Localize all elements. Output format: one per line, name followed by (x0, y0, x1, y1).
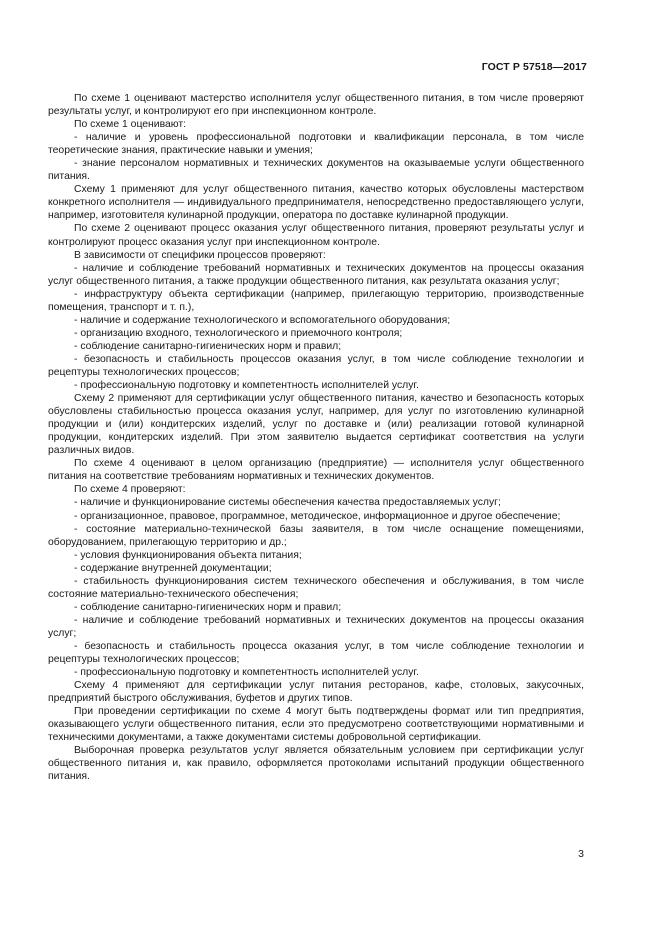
list-item: - безопасность и стабильность процессов оказания услуг, в том числе соблюдение технологии и рецептуры технологических процессов; (48, 353, 584, 378)
paragraph: В зависимости от специфики процессов проверяют: (74, 249, 326, 261)
paragraph: По схеме 4 оценивают в целом организацию (предприятие) — исполнителя услуг общественного питания на соответствие требованиям нормативных и технических документов. (48, 458, 584, 483)
list-item: - инфраструктуру объекта сертификации (например, прилегающую территорию, производственные помещения, транспорт и т. п.), (48, 288, 584, 313)
list-item: - содержание внутренней документации; (74, 562, 272, 574)
paragraph: По схеме 2 оценивают процесс оказания услуг общественного питания, проверяют результаты услуг и контролируют процесс оказания услуг при инспекционном контроле. (48, 223, 584, 248)
paragraph: Схему 2 применяют для сертификации услуг общественного питания, качество и безопасность которых обусловлены стабильностью процесса оказания услуг, например, для услуг по изготовлению кулинарной продукции и (или) кондитерских изделий, услуг по доставке и (или) реализации готовой кулинарной продукции, кондитерских изделий. При этом заявителю выдается сертификат соответствия на услуги различных видов. (48, 393, 584, 457)
list-item: - безопасность и стабильность процесса оказания услуг, в том числе соблюдение технологии и рецептуры технологических процессов; (48, 640, 584, 666)
list-item: - знание персоналом нормативных и технических документов на оказываемые услуги общественного питания. (48, 158, 584, 183)
list-item: - профессиональную подготовку и компетентность исполнителей услуг. (74, 380, 419, 392)
paragraph: При проведении сертификации по схеме 4 могут быть подтверждены формат или тип предприятия, оказывающего услуги общественного питания, если это предусмотрено соответствующими нормативными и техническими документами, а также документами системы добровольной сертификации. (48, 706, 584, 744)
paragraph: По схеме 1 оценивают: (74, 119, 186, 131)
list-item: - соблюдение санитарно-гигиенических норм и правил; (74, 340, 342, 352)
paragraph: Схему 4 применяют для сертификации услуг питания ресторанов, кафе, столовых, закусочных, предприятий быстрого обслуживания, буфетов и других типов. (48, 680, 584, 705)
list-item: - стабильность функционирования систем технического обеспечения и обслуживания, в том числе состояние материально-технического обеспечения; (48, 575, 584, 600)
list-item: - наличие и функционирование системы обеспечения качества предоставляемых услуг; (74, 497, 501, 509)
paragraph: По схеме 4 проверяют: (74, 484, 186, 496)
list-item: - условия функционирования объекта питания; (74, 549, 302, 561)
list-item: - организационное, правовое, программное, методическое, информационное и другое обеспечение; (74, 510, 561, 522)
list-item: - наличие и соблюдение требований нормативных и технических документов на процессы оказания услуг общественного питания, а также продукции общественного питания, как результата оказания услуг; (48, 262, 584, 287)
list-item: - наличие и уровень профессиональной подготовки и квалификации персонала, в том числе теоретические знания, практические навыки и умения; (48, 132, 584, 157)
document-body (48, 92, 584, 783)
paragraph: По схеме 1 оценивают мастерство исполнителя услуг общественного питания, в том числе проверяют результаты услуг, и контролируют его при инспекционном контроле. (48, 93, 584, 118)
list-item: - наличие и соблюдение требований нормативных и технических документов на процессы оказания услуг; (48, 614, 584, 639)
list-item: - состояние материально-технической базы заявителя, в том числе оснащение помещениями, оборудованием, прилегающую территорию и др.; (48, 523, 584, 548)
paragraph: Схему 1 применяют для услуг общественного питания, качество которых обусловлены мастерством конкретного исполнителя — индивидуального предпринимателя, непосредственно предоставляющего услуги, например, изготовителя кулинарной продукции, оператора по доставке кулинарной продукции. (48, 184, 584, 222)
list-item: - профессиональную подготовку и компетентность исполнителей услуг. (74, 667, 419, 679)
paragraph: Выборочная проверка результатов услуг является обязательным условием при сертификации услуг общественного питания и, как правило, оформляется протоколами испытаний продукции общественного питания. (48, 745, 584, 783)
page-number: 3 (578, 848, 584, 860)
document-header-code: ГОСТ Р 57518—2017 (481, 61, 587, 73)
list-item: - соблюдение санитарно-гигиенических норм и правил; (74, 601, 342, 613)
list-item: - организацию входного, технологического и приемочного контроля; (74, 327, 403, 339)
list-item: - наличие и содержание технологического и вспомогательного оборудования; (74, 314, 451, 326)
